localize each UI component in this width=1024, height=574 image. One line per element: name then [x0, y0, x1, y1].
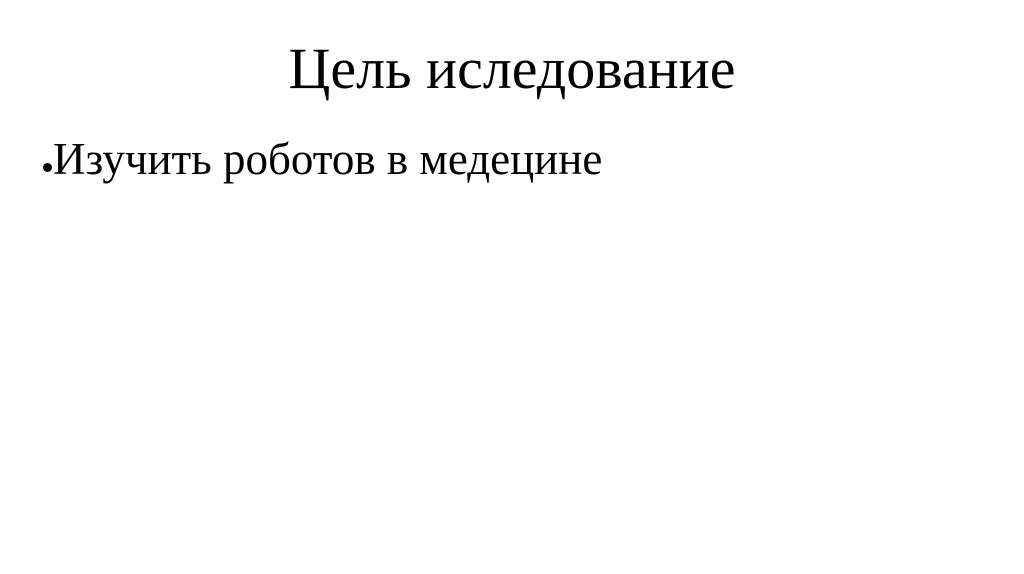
slide-title: Цель иследование: [288, 36, 736, 101]
bullet-list: [0, 132, 1024, 186]
list-item: [43, 132, 984, 186]
bullet-text: Изучить роботов в медецине: [53, 133, 603, 184]
bullet-dot-icon: [43, 163, 52, 172]
